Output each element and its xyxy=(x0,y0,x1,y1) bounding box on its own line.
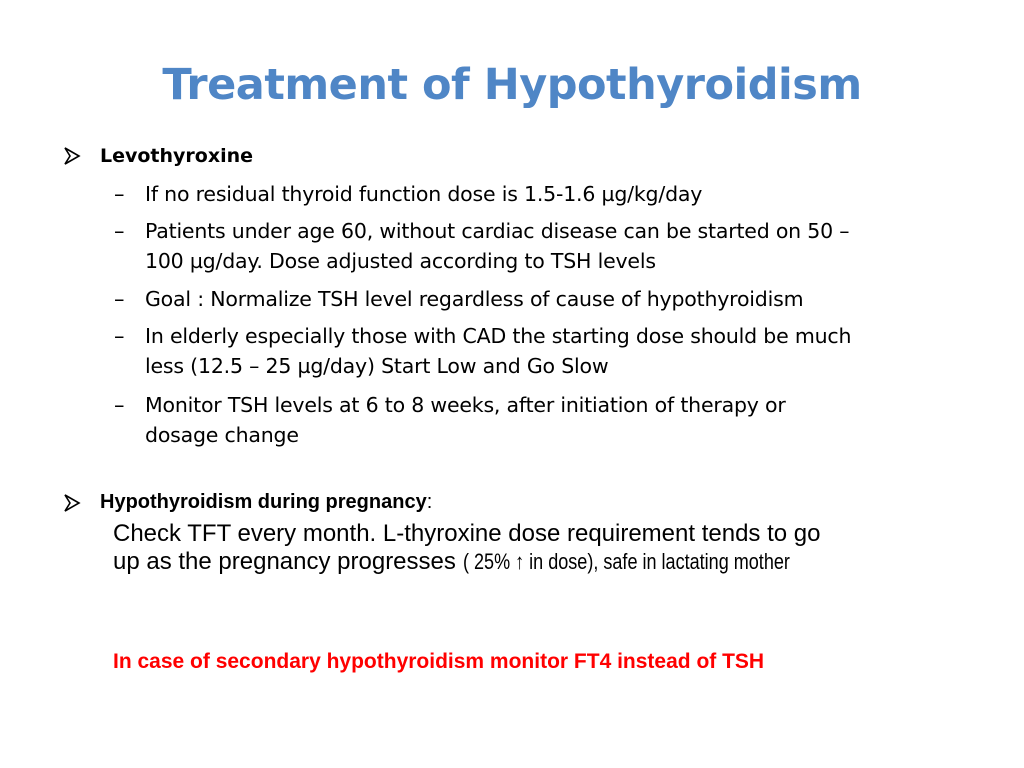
levothyroxine-item-line: less (12.5 – 25 µg/day) Start Low and Go Slow xyxy=(145,354,609,378)
levothyroxine-item-line: dosage change xyxy=(145,423,299,447)
pregnancy-heading-colon: : xyxy=(426,491,433,513)
arrow-bullet-icon xyxy=(62,493,82,513)
dash-bullet: – xyxy=(114,182,125,206)
pregnancy-heading xyxy=(100,491,432,514)
slide-title: Treatment of Hypothyroidism xyxy=(162,60,862,110)
pregnancy-line-2-main: up as the pregnancy progresses xyxy=(113,548,463,575)
pregnancy-body xyxy=(113,520,993,576)
pregnancy-heading-text: Hypothyroidism during pregnancy xyxy=(100,491,427,513)
levothyroxine-item xyxy=(145,321,975,381)
dash-bullet: – xyxy=(114,219,125,243)
pregnancy-line-2-note: ( 25% ↑ in dose), safe in lactating mother xyxy=(462,549,790,574)
levothyroxine-item-line: 100 µg/day. Dose adjusted according to TSH levels xyxy=(145,249,656,273)
levothyroxine-item-line: Patients under age 60, without cardiac disease can be started on 50 – xyxy=(145,219,850,243)
levothyroxine-item xyxy=(145,179,975,209)
arrow-bullet-icon xyxy=(62,146,82,166)
levothyroxine-item xyxy=(145,216,975,276)
levothyroxine-heading: Levothyroxine xyxy=(100,145,254,167)
levothyroxine-item xyxy=(145,390,975,450)
levothyroxine-item-line: Goal : Normalize TSH level regardless of cause of hypothyroidism xyxy=(145,287,804,311)
secondary-hypothyroidism-note: In case of secondary hypothyroidism monitor FT4 instead of TSH xyxy=(113,650,765,673)
levothyroxine-item xyxy=(145,284,975,314)
dash-bullet: – xyxy=(114,324,125,348)
pregnancy-line-1: Check TFT every month. L-thyroxine dose requirement tends to go xyxy=(113,520,821,547)
levothyroxine-item-line: In elderly especially those with CAD the starting dose should be much xyxy=(145,324,852,348)
dash-bullet: – xyxy=(114,393,125,417)
levothyroxine-item-line: If no residual thyroid function dose is 1.5-1.6 µg/kg/day xyxy=(145,182,703,206)
pregnancy-line-2 xyxy=(113,548,993,576)
levothyroxine-item-line: Monitor TSH levels at 6 to 8 weeks, after initiation of therapy or xyxy=(145,393,786,417)
dash-bullet: – xyxy=(114,287,125,311)
